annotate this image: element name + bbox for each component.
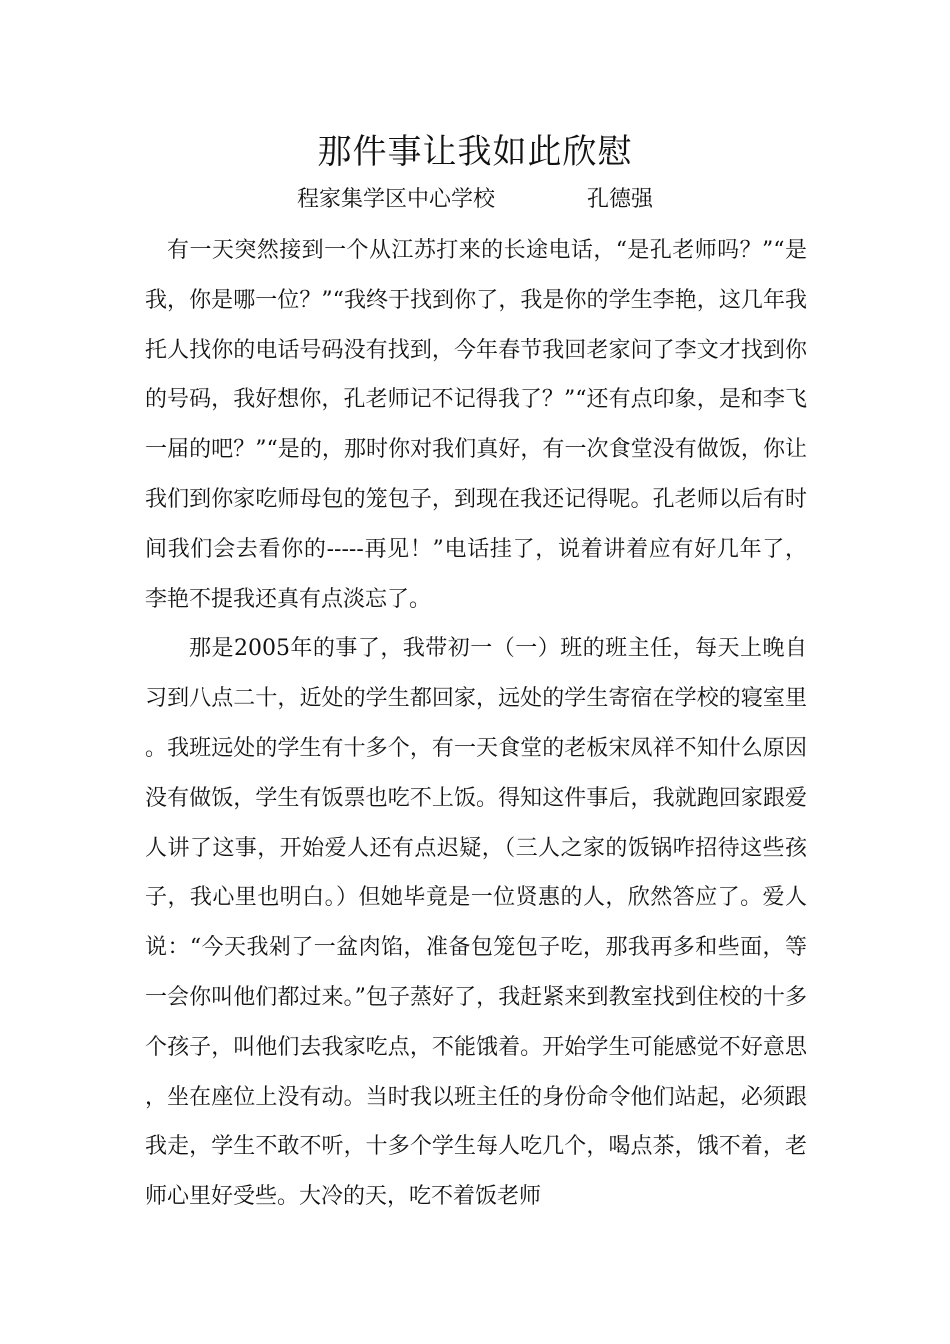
paragraph-2: 那是2005年的事了，我带初一（一）班的班主任，每天上晚自习到八点二十，近处的学生都回家，远处的学生寄宿在学校的寝室里。我班远处的学生有十多个，有一天食堂的老板宋凤祥不知什么原因没有做饭，学生有饭票也吃不上饭。得知这件事后，我就跑回家跟爱人讲了这事，开始爱人还有点迟疑，（三人之家的饭锅咋招待这些孩子，我心里也明白。）但她毕竟是一位贤惠的人，欣然答应了。爱人说：“今天我剁了一盆肉馅，准备包笼包子吃，那我再多和些面，等一会你叫他们都过来。”包子蒸好了，我赶紧来到教室找到住校的十多个孩子，叫他们去我家吃点，不能饿着。开始学生可能感觉不好意思，坐在座位上没有动。当时我以班主任的身份命令他们站起，必须跟我走，学生不敢不听，十多个学生每人吃几个，喝点茶，饿不着，老师心里好受些。大冷的天，吃不着饭老师 (145, 636, 807, 1210)
article-body (145, 226, 807, 1222)
paragraph-1: 有一天突然接到一个从江苏打来的长途电话，“是孔老师吗？”“是我，你是哪一位？”“我终于找到你了，我是你的学生李艳，这几年我托人找你的电话号码没有找到，今年春节我回老家问了李文才找到你的号码，我好想你，孔老师记不记得我了？”“还有点印象，是和李飞一届的吧？”“是的，那时你对我们真好，有一次食堂没有做饭，你让我们到你家吃师母包的笼包子，到现在我还记得呢。孔老师以后有时间我们会去看你的-----再见！”电话挂了，说着讲着应有好几年了，李艳不提我还真有点淡忘了。 (145, 238, 807, 612)
byline (0, 183, 950, 217)
author-name: 孔德强 (587, 187, 654, 212)
document-title: 那件事让我如此欣慰 (317, 132, 633, 172)
school-name: 程家集学区中心学校 (296, 187, 495, 212)
